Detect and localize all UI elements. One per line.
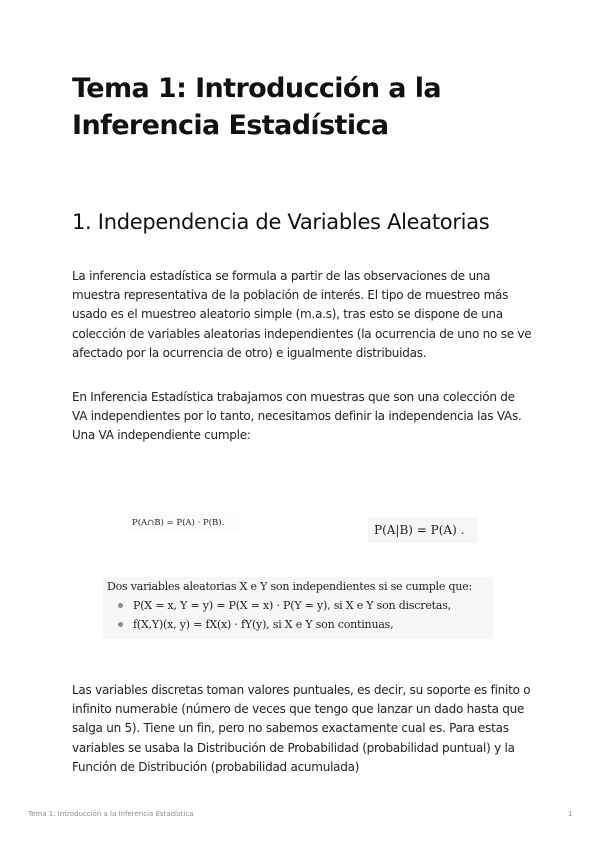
- bullet-dot-icon: [118, 603, 123, 608]
- formula-image-conditional: [368, 517, 478, 543]
- definition-bullet-discrete: [118, 599, 451, 612]
- paragraph-independence: En Inferencia Estadística trabajamos con muestras que son una colección de VA independientes por lo tanto, necesitamos definir la independencia las VAs. Una VA independiente cumple:: [72, 390, 522, 443]
- formula-conditional: P(A|B) = P(A) .: [374, 523, 465, 537]
- section-heading: 1. Independencia de Variables Aleatorias: [72, 210, 490, 234]
- footer-title: Tema 1: Introducción a la Inferencia Estadística: [28, 810, 194, 818]
- definition-bullet-text: P(X = x, Y = y) = P(X = x) · P(Y = y), si X e Y son discretas,: [133, 599, 451, 612]
- footer-page-number: 1: [568, 810, 573, 818]
- definition-image: [103, 577, 493, 639]
- formula-image-intersection: [128, 513, 240, 533]
- bullet-dot-icon: [118, 622, 123, 627]
- page-title: Tema 1: Introducción a la Inferencia Estadística: [72, 73, 441, 141]
- definition-bullet-continuous: [118, 618, 393, 631]
- paragraph-discrete-variables: Las variables discretas toman valores puntuales, es decir, su soporte es finito o infinito numerable (número de veces que tengo que lanzar un dado hasta que salga un 5). Tiene un fin, pero no sabemos exactamente cual es. Para estas variables se usaba la Distribución de Probabilidad (probabilidad puntual) y la Función de Distribución (probabilidad acumulada): [72, 683, 531, 774]
- definition-bullet-text: f(X,Y)(x, y) = fX(x) · fY(y), si X e Y son continuas,: [133, 618, 394, 631]
- formula-intersection: P(A∩B) = P(A) · P(B).: [132, 518, 225, 528]
- paragraph-intro: La inferencia estadística se formula a partir de las observaciones de una muestra representativa de la población de interés. El tipo de muestreo más usado es el muestreo aleatorio simple (m.a.s), tras esto se dispone de una colección de variables aleatorias independientes (la ocurrencia de uno no se ve afectado por la ocurrencia de otro) e igualmente distribuidas.: [72, 269, 532, 360]
- definition-intro: Dos variables aleatorias X e Y son independientes si se cumple que:: [107, 580, 473, 593]
